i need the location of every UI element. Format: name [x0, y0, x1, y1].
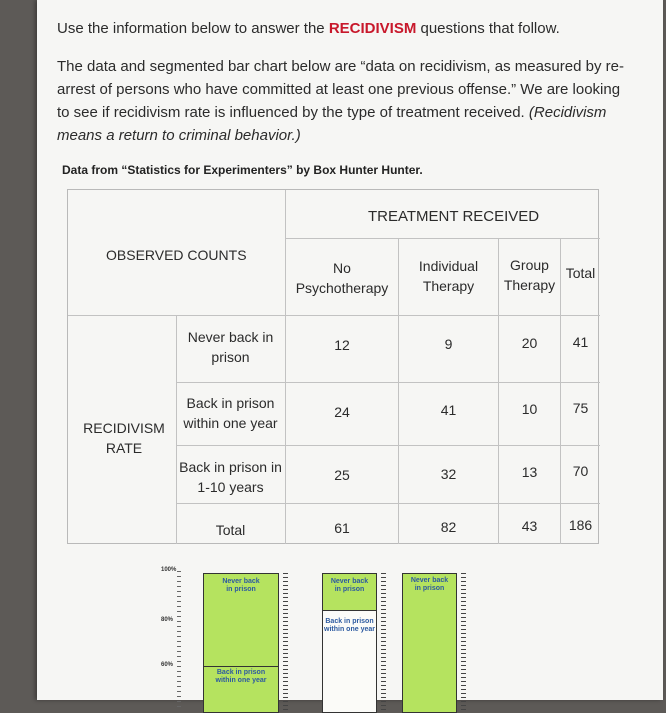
description-paragraph	[57, 55, 642, 147]
cell-value: 10	[521, 401, 538, 417]
recidivism-highlight: RECIDIVISM	[328, 20, 417, 37]
bar-group-therapy	[402, 573, 457, 713]
cell-value: 43	[521, 518, 538, 534]
intro-prefix: Use the information below to answer the	[57, 20, 329, 37]
paragraph-line-1: The data and segmented bar chart below are “data on recidivism, as measured by re-	[57, 58, 624, 75]
cell-value: 75	[572, 400, 589, 416]
row-label-back-1-10-years: Back in prison in 1-10 years	[179, 459, 282, 495]
bar-segment-divider	[204, 666, 278, 667]
bar-segment-divider	[323, 610, 376, 611]
col-header-group-therapy: Group Therapy	[503, 257, 556, 293]
cell-value: 24	[334, 404, 350, 420]
bar-individual-therapy	[322, 573, 377, 713]
intro-suffix: questions that follow.	[416, 20, 560, 37]
cell-value: 25	[334, 467, 350, 483]
bar-no-psychotherapy	[203, 573, 279, 713]
cell-value: 41	[440, 402, 457, 418]
y-tick-label: 100%	[161, 567, 177, 573]
bar-label-never-back: Never back in prison	[410, 577, 449, 592]
intro-sentence	[57, 18, 637, 40]
recidivism-definition-end: means a return to criminal behavior.)	[57, 127, 301, 144]
cell-value: 9	[444, 336, 453, 352]
recidivism-rate-label: RECIDIVISM RATE	[83, 420, 165, 456]
row-label-never-back: Never back in prison	[187, 329, 274, 365]
cell-value: 82	[440, 519, 457, 535]
col-header-individual-therapy: Individual Therapy	[418, 258, 479, 294]
segmented-bar-chart	[157, 565, 457, 705]
cell-value: 20	[521, 335, 538, 351]
cell-value: 13	[521, 464, 538, 480]
cell-value: 12	[334, 337, 350, 353]
cell-value: 32	[440, 466, 457, 482]
paragraph-line-3: to see if recidivism rate is influenced by the type of treatment received. (Recidivism	[57, 104, 607, 121]
cell-value: 186	[568, 517, 593, 533]
col-header-no-psychotherapy: No Psychotherapy	[295, 260, 389, 296]
bar-gridticks	[283, 573, 288, 713]
data-source-note: Data from “Statistics for Experimenters” by Box Hunter Hunter.	[62, 163, 423, 177]
treatment-received-header: TREATMENT RECEIVED	[368, 208, 540, 225]
bar-label-never-back: Never back in prison	[330, 578, 369, 593]
worksheet-page	[37, 0, 663, 700]
row-label-back-within-year: Back in prison within one year	[183, 395, 278, 431]
cell-value: 61	[334, 520, 350, 536]
row-label-total: Total	[215, 522, 246, 538]
y-axis	[177, 571, 181, 711]
col-header-total: Total	[565, 265, 596, 281]
cell-value: 41	[572, 334, 589, 350]
bar-label-back-within-year: Back in prison within one year	[324, 618, 375, 633]
bar-gridticks	[381, 573, 386, 713]
recidivism-definition-start: (Recidivism	[528, 104, 607, 121]
bar-gridticks	[461, 573, 466, 713]
y-tick-label: 60%	[161, 662, 174, 668]
paragraph-line-2: arrest of persons who have committed at least one previous offense.” We are looking	[57, 81, 621, 98]
bar-label-never-back: Never back in prison	[222, 578, 260, 593]
observed-counts-label: OBSERVED COUNTS	[106, 247, 247, 263]
observed-counts-table	[67, 189, 599, 544]
y-tick-label: 80%	[161, 617, 174, 623]
cell-value: 70	[572, 463, 589, 479]
bar-label-back-within-year: Back in prison within one year	[215, 669, 267, 684]
